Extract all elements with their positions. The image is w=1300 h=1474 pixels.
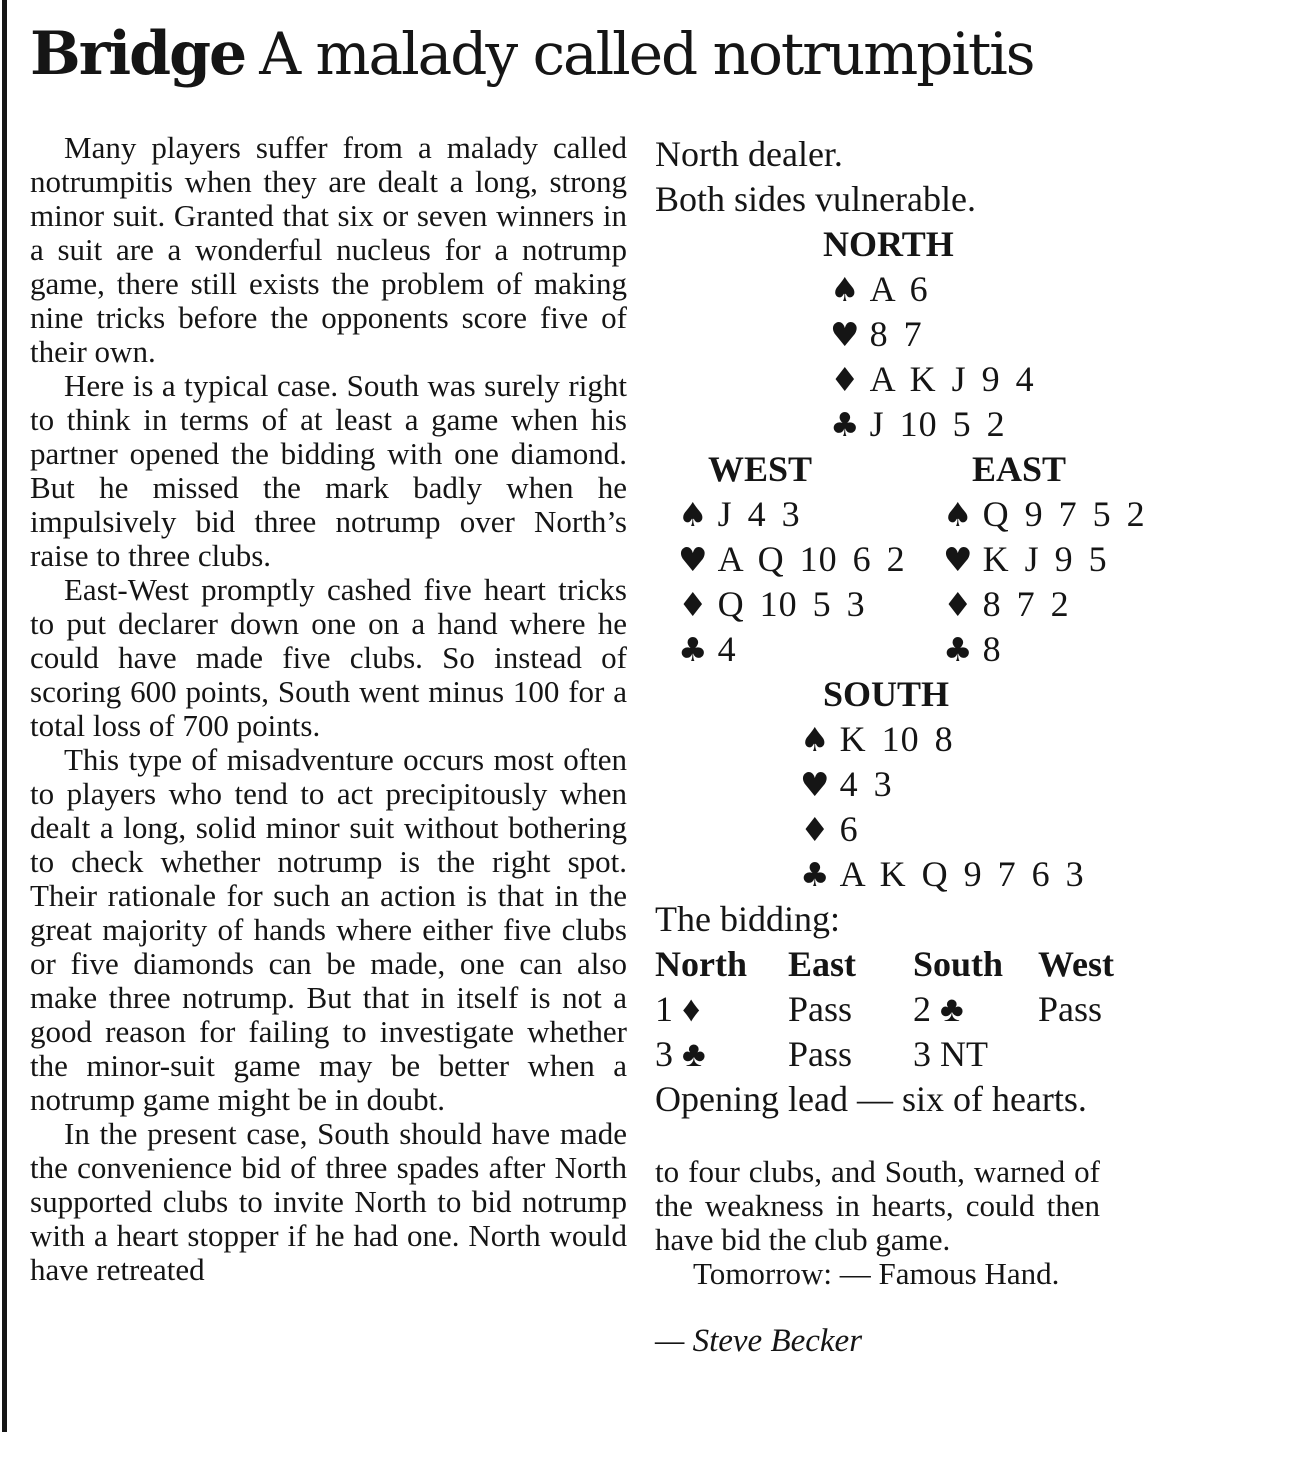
suit-line — [830, 402, 1115, 447]
card-values: 6 — [839, 809, 859, 849]
suit-line — [830, 357, 1115, 402]
heart-icon: ♥ — [830, 315, 860, 354]
suit-line — [800, 852, 1115, 897]
spade-icon: ♠ — [830, 270, 860, 309]
bid-cell: Pass — [1038, 989, 1103, 1029]
article-paragraph: East-West promptly cashed five heart tricks to put declarer down one on a hand where he could have made five clubs. So instead of scoring 600 points, South went minus 100 for a total loss of 700 points. — [30, 572, 627, 743]
card-values: Q 9 7 5 2 — [982, 494, 1146, 534]
tomorrow-line: Tomorrow: — Famous Hand. — [693, 1256, 1060, 1291]
deal-diagram-column — [655, 132, 1146, 1361]
suit-line — [800, 807, 1115, 852]
west-east-row — [655, 447, 1146, 672]
column-name: Bridge — [30, 19, 246, 89]
left-column-rule — [2, 0, 7, 1432]
card-values: A Q 10 6 2 — [717, 539, 906, 579]
bid-cell: 1 ♦ — [655, 989, 701, 1029]
suit-line — [678, 582, 943, 627]
card-values: K J 9 5 — [982, 539, 1108, 579]
club-icon: ♣ — [830, 405, 860, 444]
bid-cell: Pass — [788, 989, 853, 1029]
bid-cell: 2 ♣ — [913, 989, 964, 1029]
bidding-column-header: North — [655, 944, 747, 984]
club-icon: ♣ — [678, 630, 708, 669]
bidding-title: The bidding: — [655, 899, 840, 939]
club-icon: ♣ — [943, 630, 973, 669]
card-values: 8 — [982, 629, 1002, 669]
diamond-icon: ♦ — [943, 585, 973, 624]
south-hand-label: SOUTH — [823, 674, 950, 714]
article-paragraph: Here is a typical case. South was surely right to think in terms of at least a game when his partner opened the bidding with one diamond. But he missed the mark badly when he impulsively bid three notrump over North’s raise to three clubs. — [30, 368, 627, 573]
bidding-column-header: West — [1038, 944, 1114, 984]
heart-icon: ♥ — [943, 540, 973, 579]
west-hand — [678, 447, 943, 672]
bid-cell: 3 ♣ — [655, 1034, 706, 1074]
article-paragraph: Many players suffer from a malady called notrumpitis when they are dealt a long, strong minor suit. Granted that six or seven winners in a suit are a wonderful nucleus for a notrump game, there still exists the problem of making nine tricks before the opponents score five of their own. — [30, 130, 627, 369]
card-values: Q 10 5 3 — [717, 584, 866, 624]
suit-line — [800, 717, 1115, 762]
spade-icon: ♠ — [678, 495, 708, 534]
card-values: A K Q 9 7 6 3 — [839, 854, 1085, 894]
card-values: J 4 3 — [717, 494, 801, 534]
suit-line — [678, 537, 943, 582]
north-hand-label: NORTH — [823, 224, 954, 264]
bidding-table — [655, 942, 1115, 1077]
card-values: A 6 — [869, 269, 929, 309]
card-values: 4 — [717, 629, 737, 669]
spade-icon: ♠ — [943, 495, 973, 534]
suit-line — [800, 762, 1115, 807]
suit-line — [943, 582, 1146, 627]
heart-icon: ♥ — [678, 540, 708, 579]
card-values: J 10 5 2 — [869, 404, 1006, 444]
card-values: A K J 9 4 — [869, 359, 1035, 399]
suit-line — [678, 627, 943, 672]
east-hand — [943, 447, 1146, 672]
heart-icon: ♥ — [800, 765, 830, 804]
page-title: A malady called notrumpitis — [259, 20, 1034, 88]
club-icon: ♣ — [800, 855, 830, 894]
west-hand-label: WEST — [708, 449, 813, 489]
card-values: K 10 8 — [839, 719, 954, 759]
suit-line — [678, 492, 943, 537]
bidding-column-header: South — [913, 944, 1004, 984]
suit-line — [830, 312, 1115, 357]
east-hand-label: EAST — [972, 449, 1067, 489]
spade-icon: ♠ — [800, 720, 830, 759]
article-paragraph: In the present case, South should have made the convenience bid of three spades after North supported clubs to invite North to bid notrump with a heart stopper if he had one. North would have retreated — [30, 1116, 627, 1287]
author-byline: — Steve Becker — [655, 1323, 863, 1359]
suit-line — [830, 267, 1115, 312]
diamond-icon: ♦ — [800, 810, 830, 849]
bidding-column-header: East — [788, 944, 857, 984]
bid-cell: Pass — [788, 1034, 853, 1074]
diamond-icon: ♦ — [830, 360, 860, 399]
bid-cell: 3 NT — [913, 1034, 988, 1074]
deal-diagram — [655, 132, 1146, 1122]
card-values: 8 7 2 — [982, 584, 1070, 624]
south-hand — [655, 717, 1115, 897]
diamond-icon: ♦ — [678, 585, 708, 624]
card-values: 4 3 — [839, 764, 893, 804]
dealer-line: North dealer. — [655, 134, 843, 174]
opening-lead-line: Opening lead — six of hearts. — [655, 1079, 1087, 1119]
article-paragraph: to four clubs, and South, warned of the weakness in hearts, could then have bid the club game. — [655, 1154, 1100, 1257]
article-right-column — [655, 1155, 1100, 1291]
card-values: 8 7 — [869, 314, 923, 354]
bid-cell — [1038, 1032, 1115, 1077]
masthead — [30, 18, 1270, 90]
north-hand — [655, 267, 1115, 447]
vulnerable-line: Both sides vulnerable. — [655, 179, 976, 219]
article-paragraph: This type of misadventure occurs most often to players who tend to act precipitously when dealt a long, solid minor suit without bothering to check whether notrump is the right spot. Their rationale for such an action is that in the great majority of hands where either five clubs or five diamonds can be made, one can also make three notrump. But that in itself is not a good reason for failing to investigate whether the minor-suit game may be better when a notrump game might be in doubt. — [30, 742, 627, 1117]
suit-line — [943, 537, 1146, 582]
suit-line — [943, 627, 1146, 672]
article-left-column — [30, 131, 627, 1287]
suit-line — [943, 492, 1146, 537]
